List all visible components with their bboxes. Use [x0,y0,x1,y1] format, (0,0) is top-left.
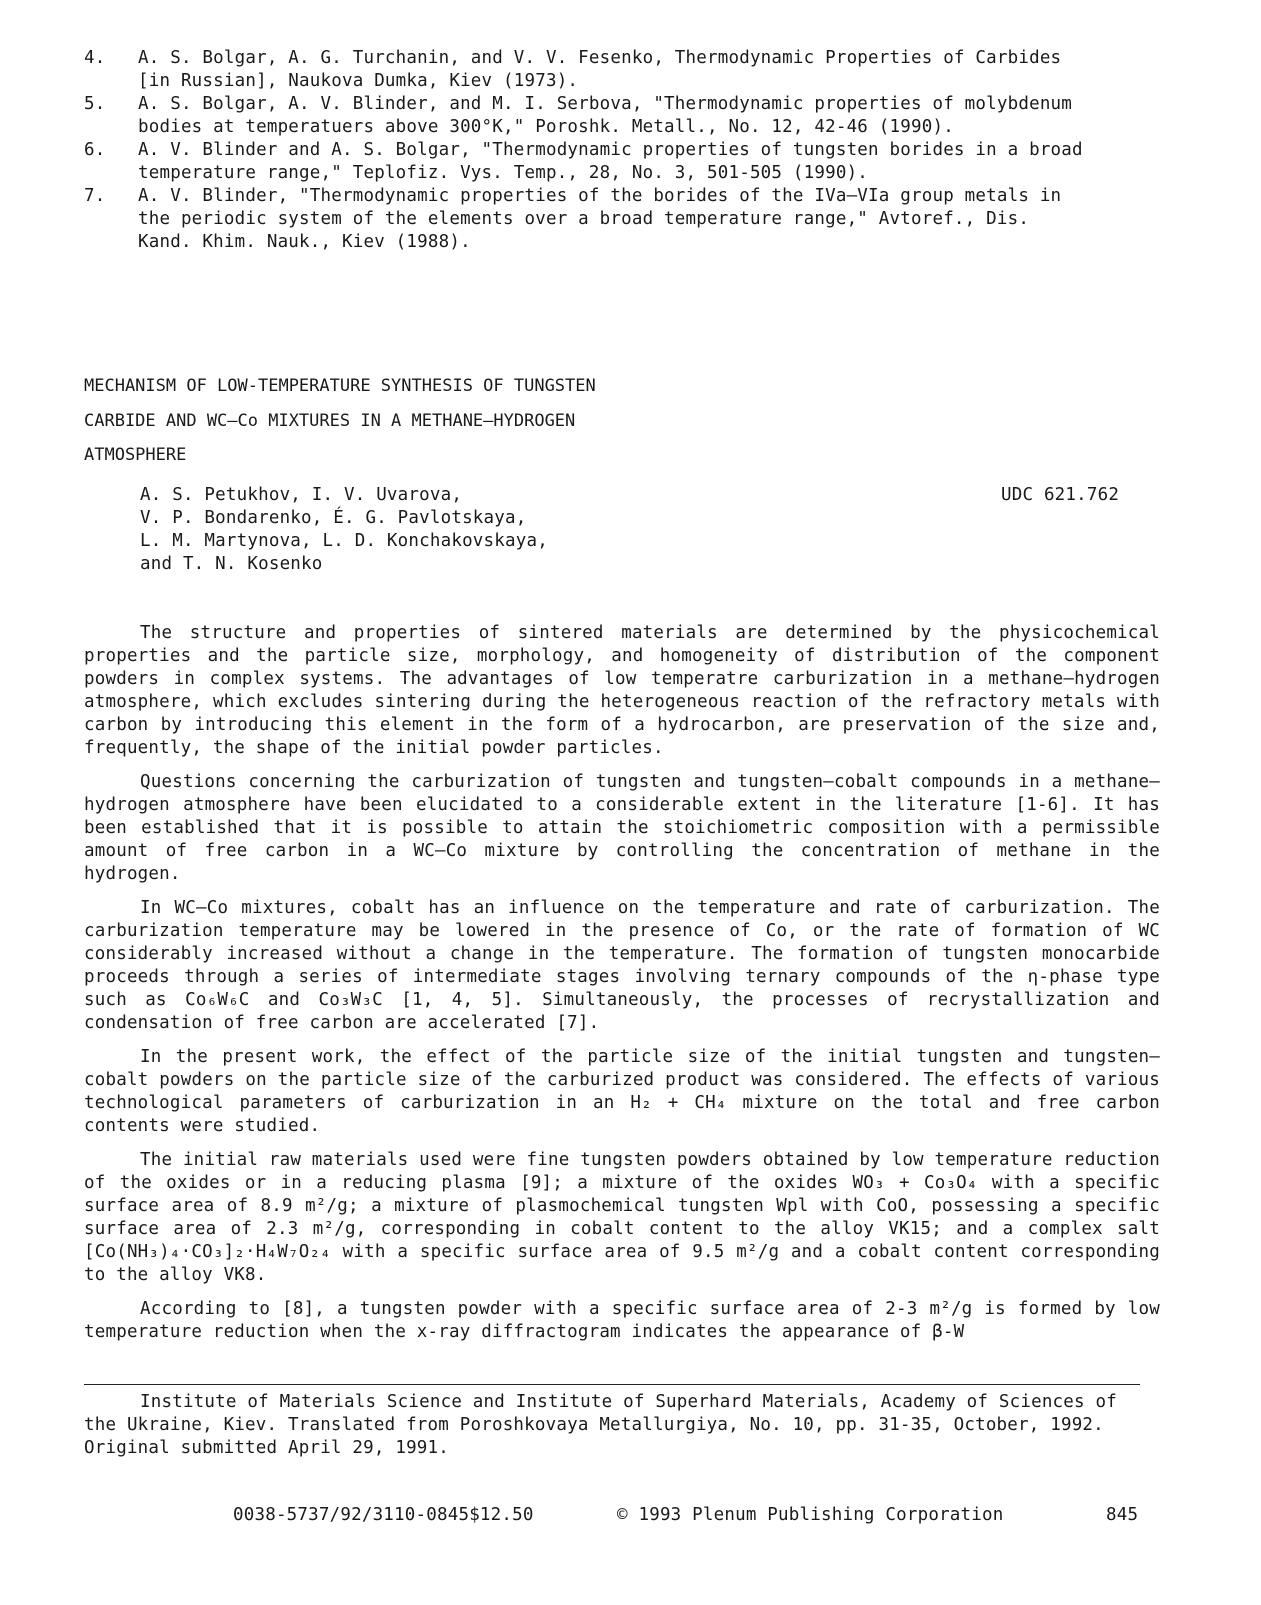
title-line: MECHANISM OF LOW-TEMPERATURE SYNTHESIS OF TUNGSTEN [84,376,596,396]
reference-text [138,47,1154,93]
reference-number: 6. [84,140,106,160]
chemical-formula: Co₃W₃C [318,990,383,1010]
reference-line: [in Russian], Naukova Dumka, Kiev (1973). [138,71,579,91]
paragraph-text: [1, 4, 5]. Simultaneously, the processes of recrystallization and condensation of free carbon are accelerated [7]. [84,990,1160,1033]
reference-text [138,185,1154,254]
reference-item [84,93,1154,139]
footnote-divider [84,1384,1140,1385]
author-line: and T. N. Kosenko [140,554,323,574]
article-title [84,369,784,473]
udc-code: UDC 621.762 [1001,485,1120,505]
paragraph-text: mixture on the total and free carbon contents were studied. [84,1093,1160,1136]
reference-text [138,93,1154,139]
paragraph-text: In the present work, the effect of the particle size of the initial tungsten and tungsten—cobalt powders on the particle size of the carburized product was considered. The effects of various technological parameters of carburization in an [84,1047,1160,1113]
reference-item [84,185,1154,254]
reference-line: the periodic system of the elements over a broad temperature range," Avtoref., Dis. [138,209,1030,229]
chemical-formula: Co₆W₆C [185,990,250,1010]
author-line: V. P. Bondarenko, É. G. Pavlotskaya, [140,508,527,528]
reference-item [84,139,1154,185]
chemical-formula: Wpl [776,1196,809,1216]
reference-number: 7. [84,186,106,206]
paragraph [84,897,1160,1035]
paragraph-text: In WC—Co mixtures, cobalt has an influence on the temperature and rate of carburization. The carburization temperature may be lowered in the presence of Co, or the rate of formation of WC considerably increased without a change in the temperature. The formation of tungsten monocarbide proceeds through a series of intermediate stages involving ternary compounds of the η-phase type such as [84,898,1160,1010]
chemical-formula: [Co(NH₃)₄·CO₃]₂·H₄W₇O₂₄ [84,1242,331,1262]
paragraph-text: and [249,990,319,1010]
paragraph [84,1149,1160,1287]
reference-line: A. S. Bolgar, A. G. Turchanin, and V. V. Fesenko, Thermodynamic Properties of Carbides [138,48,1062,68]
paragraph: Questions concerning the carburization of tungsten and tungsten—cobalt compounds in a methane—hydrogen atmosphere have been elucidated to a considerable extent in the literature [1-6]. It has been established that it is possible to attain the stoichiometric composition with a permissible amount of free carbon in a WC—Co mixture by controlling the concentration of methane in the hydrogen. [84,772,1160,884]
reference-list [84,47,1154,254]
title-line: CARBIDE AND WC—Co MIXTURES IN A METHANE—HYDROGEN [84,410,576,431]
chemical-formula: H₂ + CH₄ [630,1093,727,1113]
reference-number: 4. [84,48,106,68]
page-number: 845 [1106,1505,1139,1525]
title-line: ATMOSPHERE [84,445,187,465]
publication-code: 0038-5737/92/3110-0845$12.50 [233,1505,534,1525]
reference-line: temperature range," Teplofiz. Vys. Temp., 28, No. 3, 501-505 (1990). [138,163,869,183]
author-line: L. M. Martynova, L. D. Konchakovskaya, [140,531,548,551]
copyright-notice: © 1993 Plenum Publishing Corporation [617,1505,1004,1525]
reference-text [138,139,1154,185]
affiliation-footnote: Institute of Materials Science and Institute of Superhard Materials, Academy of Sciences of the Ukraine, Kiev. Translated from Poroshkovaya Metallurgiya, No. 10, pp. 31-35, October, 1992. Original submitted April 29, 1991. [84,1392,1117,1458]
paragraph-text: with CoO, possessing a specific surface area of 2.3 m²/g, corresponding in cobalt content to the alloy VK15; and a complex salt [84,1196,1160,1239]
paragraph-text: with a specific surface area of 9.5 m²/g and a cobalt content corresponding to the alloy VK8. [84,1242,1160,1285]
reference-line: A. V. Blinder, "Thermodynamic properties of the borides of the IVa—VIa group metals in [138,186,1062,206]
author-line: A. S. Petukhov, I. V. Uvarova, [140,485,463,505]
paragraph [84,1046,1160,1138]
reference-line: A. V. Blinder and A. S. Bolgar, "Thermodynamic properties of tungsten borides in a broad [138,140,1083,160]
paragraph: According to [8], a tungsten powder with a specific surface area of 2-3 m²/g is formed by low temperature reduction when the x-ray diffractogram indicates the appearance of β-W [84,1299,1160,1342]
article-body [84,622,1160,1355]
reference-line: A. S. Bolgar, A. V. Blinder, and M. I. Serbova, "Thermodynamic properties of molybdenum [138,94,1073,114]
paragraph: The structure and properties of sintered materials are determined by the physicochemical properties and the particle size, morphology, and homogeneity of distribution of the component powders in complex systems. The advantages of low temperatre carburization in a methane—hydrogen atmosphere, which excludes sintering during the heterogeneous reaction of the refractory metals with carbon by introducing this element in the form of a hydrocarbon, are preservation of the size and, frequently, the shape of the initial powder particles. [84,623,1160,758]
paragraph-text: with a specific surface area of 8.9 m²/g; a mixture of plasmochemical tungsten [84,1173,1160,1216]
chemical-formula: WO₃ + Co₃O₄ [852,1173,978,1193]
reference-line: Kand. Khim. Nauk., Kiev (1988). [138,232,471,252]
author-list [140,484,780,576]
reference-line: bodies at temperatuers above 300°K," Poroshk. Metall., No. 12, 42-46 (1990). [138,117,954,137]
reference-number: 5. [84,94,106,114]
reference-item [84,47,1154,93]
paragraph-text: The initial raw materials used were fine tungsten powders obtained by low temperature reduction of the oxides or in a reducing plasma [9]; a mixture of the oxides [84,1150,1160,1193]
